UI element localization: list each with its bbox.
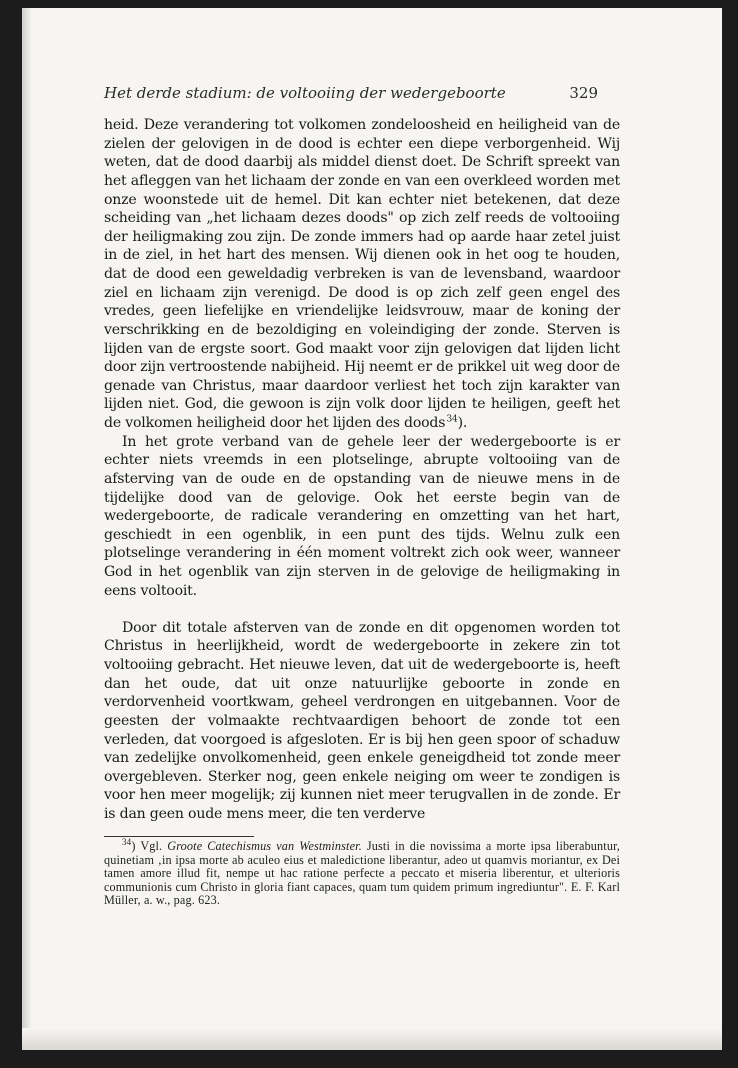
footnote-text <box>104 836 620 908</box>
footnote-number: 34 <box>122 836 132 847</box>
page-bottom-shadow <box>22 1028 722 1050</box>
footnote-body: Justi in die novissima a morte ipsa liberabuntur, quinetiam ‚in ipsa morte ab aculeo eius et maledictione liberantur, adeo ut quamvis moriantur, ex Dei tamen amore illud fit, nempe ut hac ratione perfecte a peccato et miseria liberentur, et ulterioris communionis cum Christo in gloria fiant capaces, quam tum quidem primum ingrediuntur". E. F. Karl Müller, a. w., pag. 623. <box>104 839 620 908</box>
paragraph-continuation <box>104 116 620 433</box>
footnote-cited-title: Groote Catechismus van Westminster. <box>167 839 362 853</box>
page-number: 329 <box>569 84 598 102</box>
running-title: Het derde stadium: de voltooiing der wedergeboorte <box>104 84 506 102</box>
running-header <box>104 84 598 102</box>
paragraph-text: In het grote verband van de gehele leer der wedergeboorte is er echter niets vreemds in een plotselinge, abrupte voltooiing van de afsterving van de oude en de opstanding van de nieuwe mens in de tijdelijke dood van de gelovige. Ook het eerste begin van de wedergeboorte, de radicale verandering en omzetting van het hart, geschiedt in een ogenblik, in een punt des tijds. Welnu zulk een plotselinge verandering in één moment voltrekt zich ook weer, wanneer God in het ogenblik van zijn sterven in de gelovige de heiligmaking in eens voltooit. <box>104 433 620 599</box>
paragraph <box>104 619 620 824</box>
footnote-reference-close: ). <box>457 415 468 431</box>
paragraph-text: heid. Deze verandering tot volkomen zondeloosheid en heiligheid van de zielen der gelovigen in de dood is echter een diepe verborgenheid. Wij weten, dat de dood daarbij als middel dienst doet. De Schrift spreekt van het afleggen van het lichaam der zonde en van een overkleed worden met onze woonstede uit de hemel. Dit kan echter niet betekenen, dat deze scheiding van „het lichaam dezes doods" op zich zelf reeds de voltooiing der heiligmaking zou zijn. De zonde immers had op aarde haar zetel juist in de ziel, in het hart des mensen. Wij dienen ook in het oog te houden, dat de dood een geweldadig verbreken is van de levensband, waardoor ziel en lichaam zijn verenigd. De dood is op zich zelf geen engel des vredes, geen liefelijke en vriendelijke leidsvrouw, maar de koning der verschrikking en de bezoldiging en voleindiging der zonde. Sterven is lijden van de ergste soort. God maakt voor zijn gelovigen dat lijden licht door zijn vertroostende nabijheid. Hij neemt er de prikkel uit weg door de genade van Christus, maar daardoor verliest het toch zijn karakter van lijden niet. God, die gewoon is zijn volk door lijden te heiligen, geeft het de volkomen heiligheid door het lijden des doods <box>104 117 620 431</box>
footnote-lead: Vgl. <box>140 839 163 853</box>
book-page <box>22 8 722 1050</box>
paragraph <box>104 433 620 601</box>
footnote-reference: 34 <box>446 414 458 425</box>
page-gutter-shadow <box>22 8 32 1050</box>
paragraph-text: Door dit totale afsterven van de zonde en dit opgenomen worden tot Christus in heerlijkheid, wordt de wedergeboorte in zekere zin tot voltooiing gebracht. Het nieuwe leven, dat uit de wedergeboorte is, heeft dan het oude, dat uit onze natuurlijke geboorte in zonde en verdorvenheid voortkwam, geheel verdrongen en uitgebannen. Voor de geesten der volmaakte rechtvaardigen behoort de zonde tot een verleden, dat voorgoed is afgesloten. Er is bij hen geen spoor of schaduw van zedelijke onvolkomenheid, geen enkele geneigdheid tot zonde meer overgebleven. Sterker nog, geen enkele neiging om weer te zondigen is voor hen meer mogelijk; zij kunnen niet meer terugvallen in de zonde. Er is dan geen oude mens meer, die ten verderve <box>104 619 620 823</box>
footnote-marker-suffix: ) <box>131 839 136 853</box>
footnote <box>104 836 620 908</box>
body-text <box>104 116 620 824</box>
